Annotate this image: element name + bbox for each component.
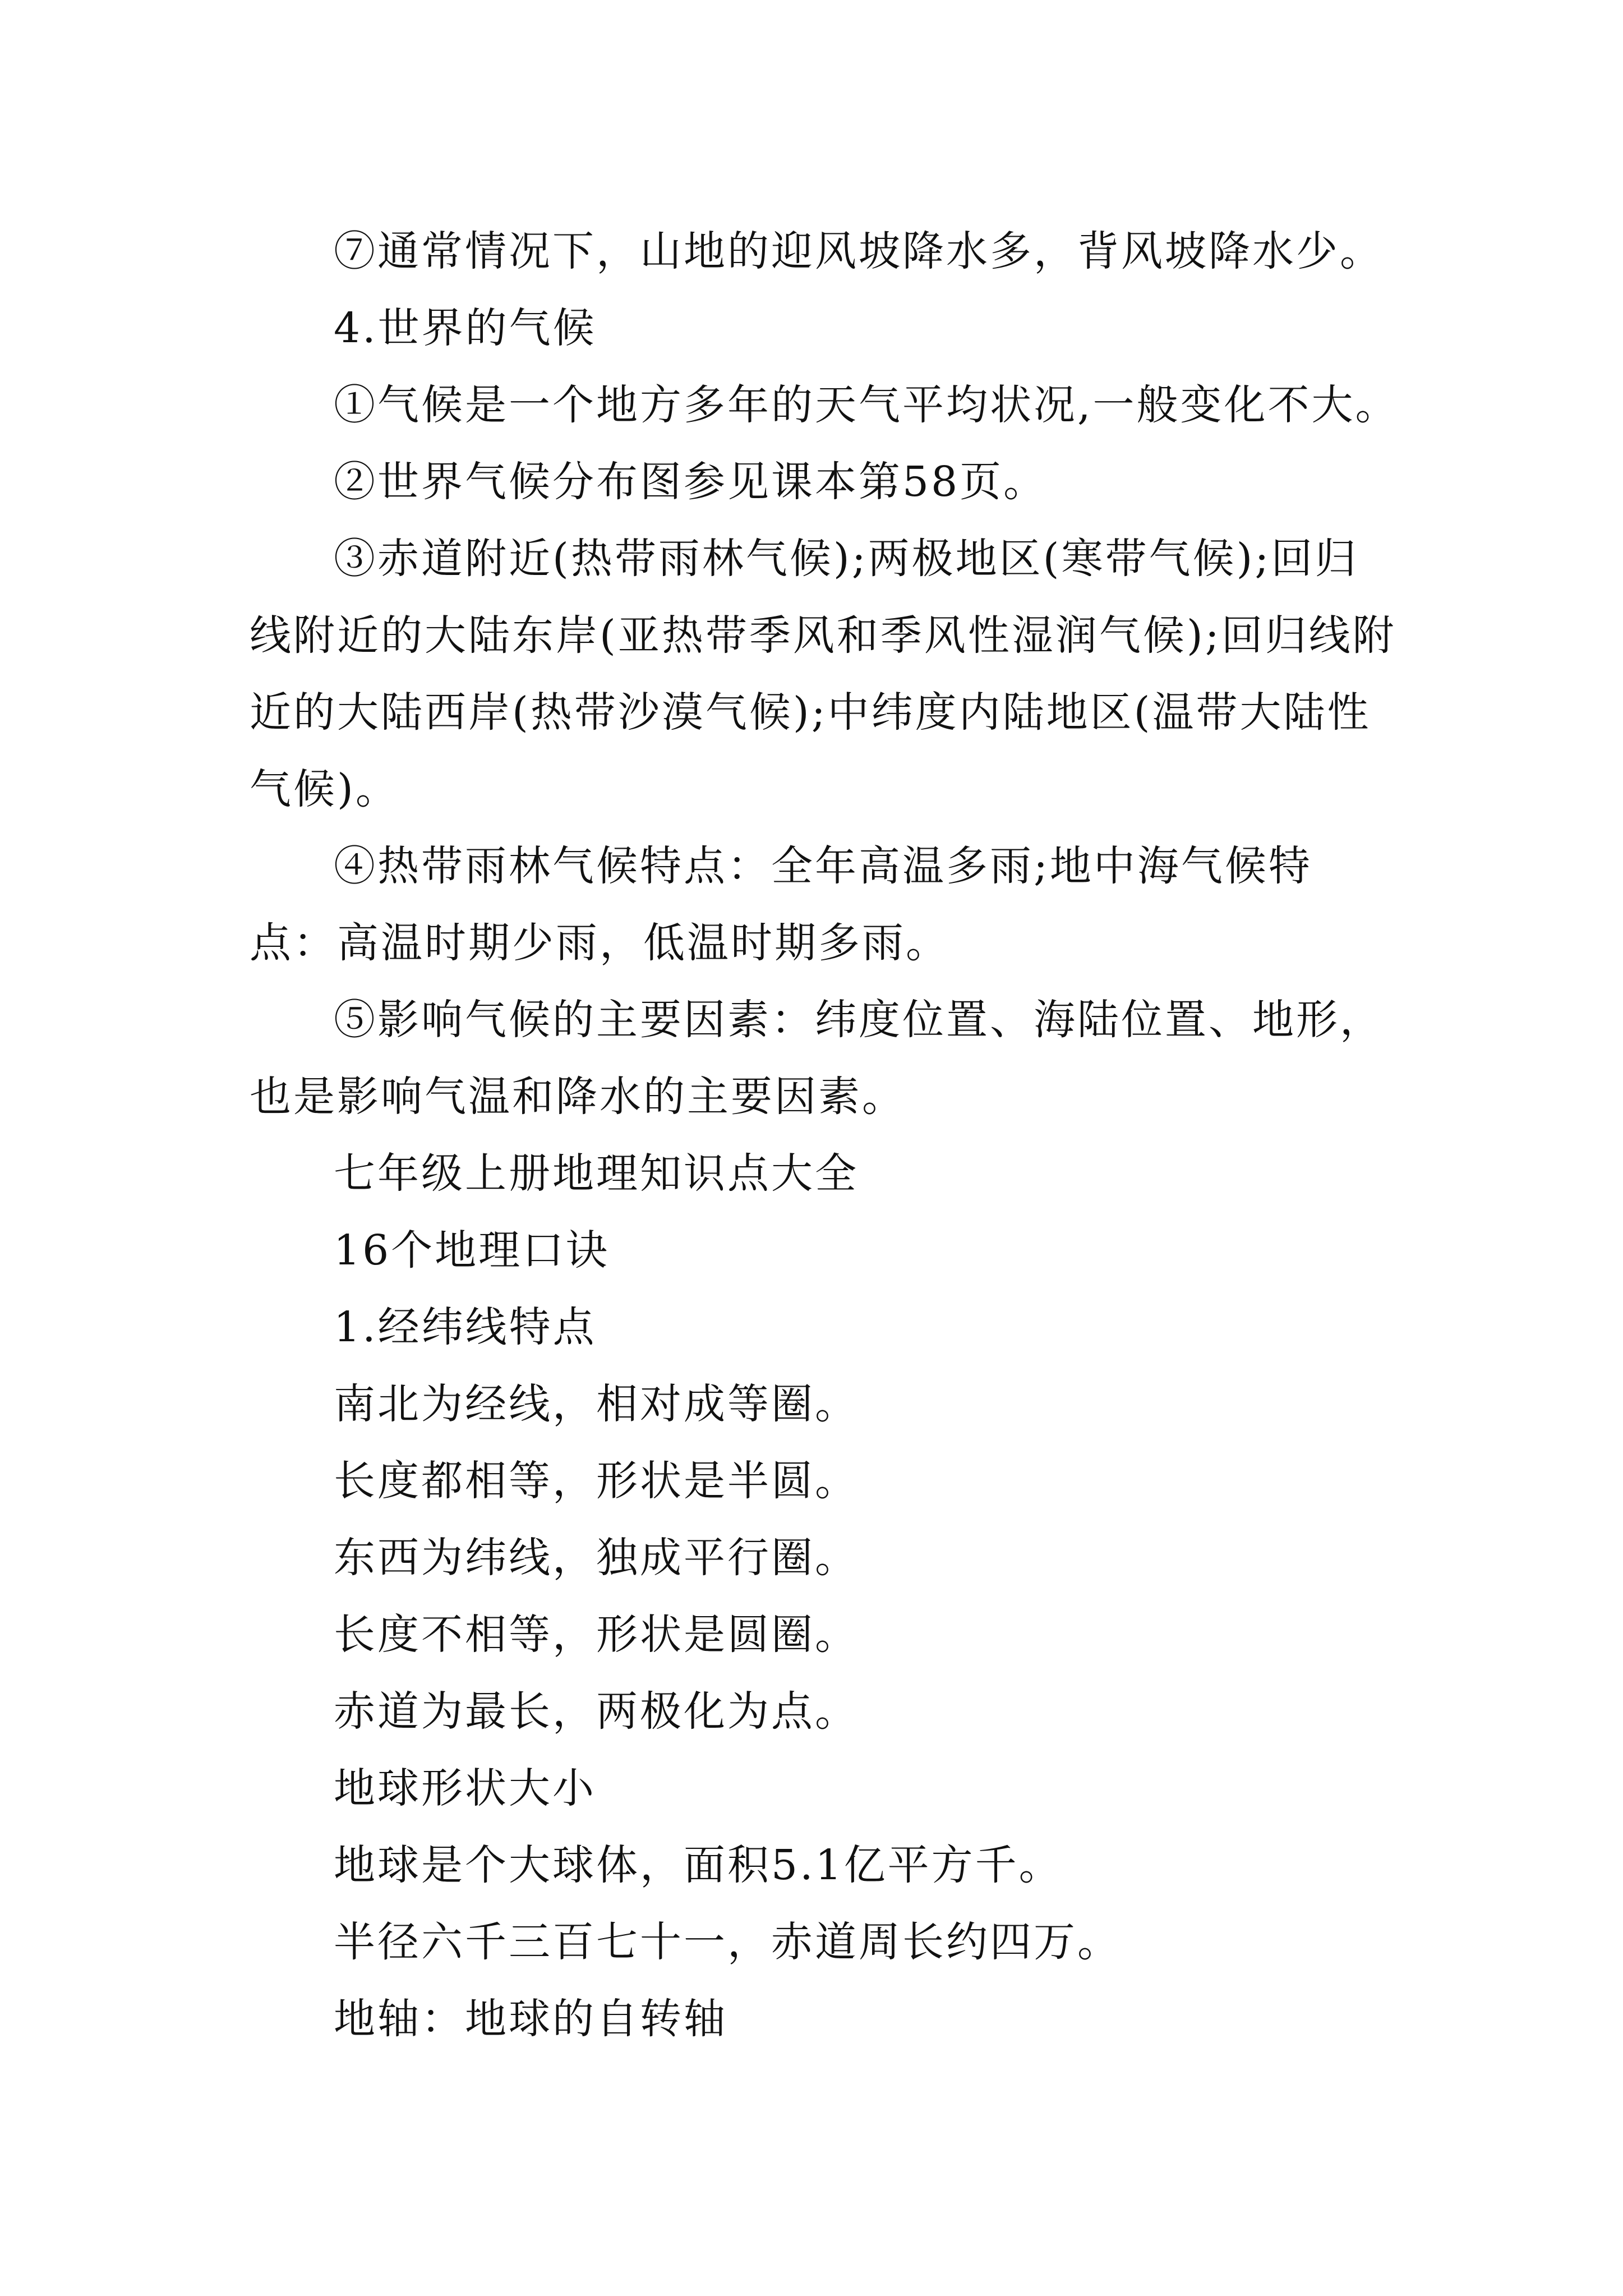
verse-line: 长度不相等，形状是圆圈。 <box>334 1611 859 1659</box>
verse-line: 半径六千三百七十一，赤道周长约四万。 <box>334 1918 1121 1966</box>
document-body <box>250 213 1399 2058</box>
verse-line: 长度都相等，形状是半圆。 <box>334 1457 859 1505</box>
section-heading: 4.世界的气候 <box>334 304 597 352</box>
section-heading: 16个地理口诀 <box>334 1226 610 1274</box>
paragraph: ④热带雨林气候特点：全年高温多雨;地中海气候特点：高温时期少雨，低温时期多雨。 <box>250 842 1312 967</box>
section-heading: 七年级上册地理知识点大全 <box>334 1149 859 1198</box>
paragraph: 地轴：地球的自转轴 <box>334 1995 727 2043</box>
paragraph: ①气候是一个地方多年的天气平均状况,一般变化不大。 <box>334 381 1399 429</box>
section-heading: 1.经纬线特点 <box>334 1303 597 1351</box>
verse-line: 赤道为最长，两极化为点。 <box>334 1687 859 1736</box>
paragraph: ③赤道附近(热带雨林气候);两极地区(寒带气候);回归线附近的大陆东岸(亚热带季风和季风性湿润气候);回归线附近的大陆西岸(热带沙漠气候);中纬度内陆地区(温带大陆性气候)。 <box>250 535 1396 813</box>
section-heading: 地球形状大小 <box>334 1764 596 1812</box>
paragraph: ②世界气候分布图参见课本第58页。 <box>334 458 1048 506</box>
verse-line: 南北为经线，相对成等圈。 <box>334 1380 859 1428</box>
paragraph: ⑤影响气候的主要因素：纬度位置、海陆位置、地形，也是影响气温和降水的主要因素。 <box>250 996 1384 1121</box>
verse-line: 东西为纬线，独成平行圈。 <box>334 1534 859 1582</box>
verse-line: 地球是个大球体，面积5.1亿平方千。 <box>334 1841 1063 1889</box>
paragraph: ⑦通常情况下，山地的迎风坡降水多，背风坡降水少。 <box>334 227 1384 275</box>
